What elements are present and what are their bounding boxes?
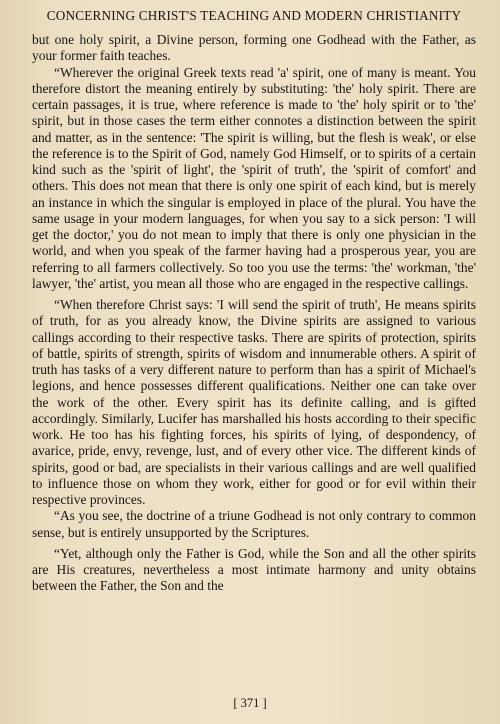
paragraph-continuation: but one holy spirit, a Divine person, forming one Godhead with the Father, as your former faith teaches.	[32, 32, 476, 64]
running-head: CONCERNING CHRIST'S TEACHING AND MODERN CHRISTIANITY	[46, 8, 462, 23]
paragraph-father-son-unity: “Yet, although only the Father is God, while the Son and all the other spirits are His creatures, nevertheless a most intimate harmony and unity obtains between the Father, the Son and the	[32, 545, 476, 594]
body-text	[32, 32, 476, 595]
paragraph-greek-texts: “Wherever the original Greek texts read 'a' spirit, one of many is meant. You therefore distort the meaning entirely by substituting: 'the' holy spirit. There are certain passages, it is true, where reference is made to 'the' holy spirit or to 'the' spirit, but in those cases the term either connotes a distinction between the spirit and matter, as in the sentence: 'The spirit is willing, but the flesh is weak', or else the reference is to the Spirit of God, namely God Himself, or to spirits of a certain kind such as the 'spirit of light', the 'spirit of truth', the 'spirit of comfort' and others. This does not mean that there is only one spirit of each kind, but is merely an instance in which the singular is employed in place of the plural. You have the same usage in your modern languages, for when you say to a sick person: 'I will get the doctor,' you do not mean to imply that there is only one physician in the world, and when you speak of the farmer having had a prosperous year, you are referring to all farmers collectively. So too you use the terms: 'the' workman, 'the' lawyer, 'the' artist, you mean all those who are engaged in the respective callings.	[32, 64, 476, 291]
paragraph-triune-godhead: “As you see, the doctrine of a triune Godhead is not only contrary to common sense, but is entirely unsupported by the Scriptures.	[32, 508, 476, 540]
page-number: [ 371 ]	[233, 696, 267, 710]
paragraph-spirit-of-truth: “When therefore Christ says: 'I will send the spirit of truth', He means spirits of truth, for as you already know, the Divine spirits are assigned to various callings according to their respective tasks. There are spirits of protection, spirits of battle, spirits of strength, spirits of wisdom and innumerable others. A spirit of truth has tasks of a very different nature to perform than has a spirit of Michael's legions, and hence possesses different qualifications. Neither one can take over the work of the other. Every spirit has its definite calling, and is gifted accordingly. Similarly, Lucifer has marshalled his hosts according to their specific work. He too has his fighting forces, his spirits of lying, of despondency, of avarice, pride, envy, revenge, lust, and of every other vice. The different kinds of spirits, good or bad, are specialists in their various callings and are well qualified to influence those on whom they work, either for good or for evil within their respective provinces.	[32, 297, 476, 507]
